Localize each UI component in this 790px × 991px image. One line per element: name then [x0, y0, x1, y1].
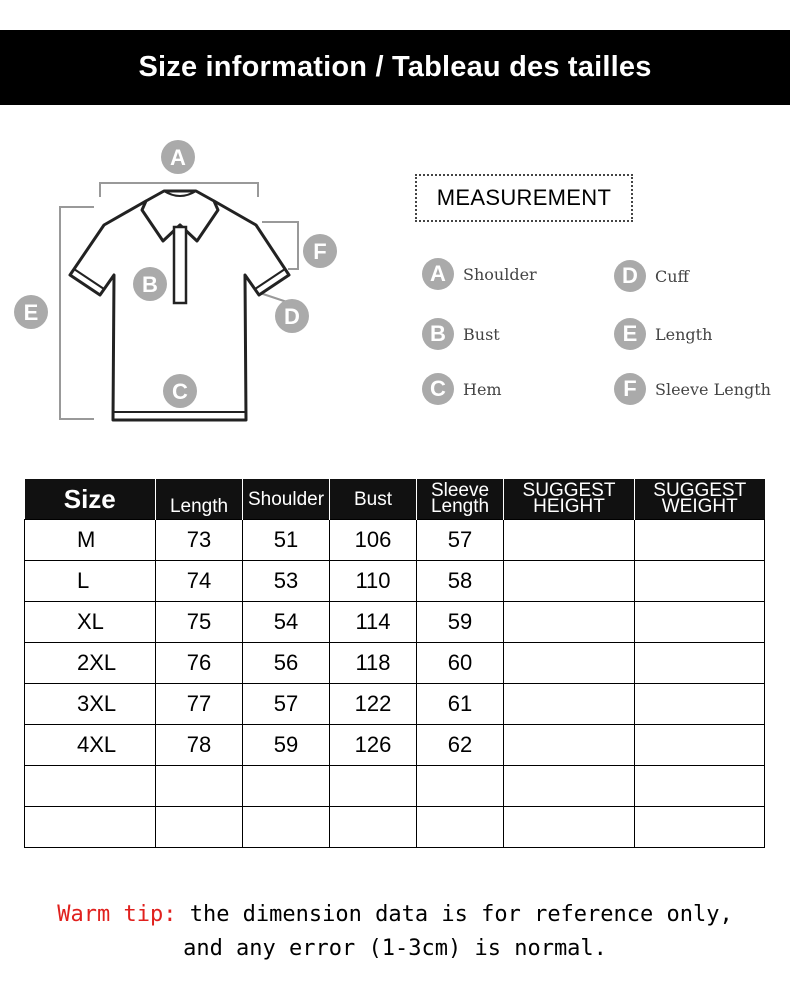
cell-size	[25, 807, 156, 848]
tip-label: Warm tip:	[57, 902, 177, 927]
cell-weight	[635, 684, 765, 725]
cell-sleeve: 61	[417, 684, 504, 725]
cell-weight	[635, 602, 765, 643]
marker-b-icon	[133, 267, 167, 301]
marker-f-icon	[303, 234, 337, 268]
svg-text:B: B	[142, 272, 158, 297]
cell-height	[504, 643, 635, 684]
header-sleeve-line1: Sleeve	[430, 480, 490, 501]
cell-size: 2XL	[25, 643, 156, 684]
svg-text:F: F	[313, 239, 327, 264]
cell-size: 4XL	[25, 725, 156, 766]
legend-label: Cuff	[655, 266, 689, 286]
header-bust: Bust	[330, 479, 417, 520]
header-weight-line1: SUGGEST	[653, 480, 747, 501]
cell-shoulder	[243, 807, 330, 848]
legend-item-shoulder	[422, 258, 537, 290]
table-row	[25, 643, 765, 684]
legend-item-hem	[422, 373, 502, 405]
size-table	[24, 479, 765, 848]
cell-height	[504, 807, 635, 848]
legend-label: Length	[655, 324, 713, 344]
table-row	[25, 725, 765, 766]
legend-item-length	[614, 318, 712, 350]
marker-e-icon	[14, 295, 48, 329]
table-header-row	[25, 479, 765, 520]
cell-shoulder: 51	[243, 520, 330, 561]
cell-weight	[635, 643, 765, 684]
cell-weight	[635, 561, 765, 602]
legend-label: Shoulder	[463, 264, 537, 284]
legend-label: Bust	[463, 324, 500, 344]
letter-e-icon: E	[614, 318, 646, 350]
cell-sleeve: 58	[417, 561, 504, 602]
header-weight-line2: WEIGHT	[661, 496, 738, 517]
cell-height	[504, 766, 635, 807]
banner-title: Size information / Tableau des tailles	[138, 51, 652, 83]
svg-text:E: E	[23, 300, 39, 325]
letter-f-icon: F	[614, 373, 646, 405]
cell-bust: 122	[330, 684, 417, 725]
measurement-heading	[415, 174, 633, 222]
cell-height	[504, 684, 635, 725]
cell-size	[25, 766, 156, 807]
table-row	[25, 766, 765, 807]
cell-length: 77	[156, 684, 243, 725]
cell-height	[504, 561, 635, 602]
cell-shoulder	[243, 766, 330, 807]
warm-tip	[0, 898, 790, 966]
measurement-legend	[422, 258, 782, 428]
cell-height	[504, 520, 635, 561]
svg-text:A: A	[170, 145, 186, 170]
cell-weight	[635, 807, 765, 848]
header-height-line2: HEIGHT	[533, 496, 605, 517]
cell-sleeve: 59	[417, 602, 504, 643]
svg-text:C: C	[172, 379, 188, 404]
cell-shoulder: 53	[243, 561, 330, 602]
legend-item-cuff	[614, 260, 689, 292]
table-row	[25, 684, 765, 725]
cell-length	[156, 807, 243, 848]
title-banner	[0, 30, 790, 105]
table-row	[25, 807, 765, 848]
cell-length: 78	[156, 725, 243, 766]
tip-text-2: and any error (1-3cm) is normal.	[183, 936, 607, 961]
header-length: Length	[156, 479, 243, 520]
measurement-title: MEASUREMENT	[436, 185, 612, 210]
cell-bust	[330, 766, 417, 807]
letter-a-icon: A	[422, 258, 454, 290]
cell-bust	[330, 807, 417, 848]
cell-length: 75	[156, 602, 243, 643]
legend-label: Sleeve Length	[655, 379, 771, 399]
cell-size: XL	[25, 602, 156, 643]
table-row	[25, 561, 765, 602]
cell-length	[156, 766, 243, 807]
cell-bust: 126	[330, 725, 417, 766]
marker-d-icon	[275, 299, 309, 333]
shirt-diagram	[0, 135, 360, 435]
letter-d-icon: D	[614, 260, 646, 292]
cell-height	[504, 602, 635, 643]
letter-c-icon: C	[422, 373, 454, 405]
header-suggest-weight	[635, 479, 765, 520]
cell-shoulder: 54	[243, 602, 330, 643]
header-sleeve-line2: Length	[430, 496, 490, 517]
cell-shoulder: 57	[243, 684, 330, 725]
cell-length: 76	[156, 643, 243, 684]
header-sleeve-length	[417, 479, 504, 520]
legend-item-bust	[422, 318, 500, 350]
cell-sleeve: 57	[417, 520, 504, 561]
cell-size: L	[25, 561, 156, 602]
cell-bust: 110	[330, 561, 417, 602]
legend-item-sleeve-length	[614, 373, 771, 405]
cell-bust: 114	[330, 602, 417, 643]
letter-b-icon: B	[422, 318, 454, 350]
legend-label: Hem	[463, 379, 502, 399]
cell-weight	[635, 725, 765, 766]
header-shoulder: Shoulder	[243, 479, 330, 520]
cell-size: M	[25, 520, 156, 561]
tip-text-1: the dimension data is for reference only,	[176, 902, 733, 927]
marker-c-icon	[163, 374, 197, 408]
header-suggest-height	[504, 479, 635, 520]
cell-weight	[635, 520, 765, 561]
cell-length: 74	[156, 561, 243, 602]
cell-weight	[635, 766, 765, 807]
table-row	[25, 602, 765, 643]
cell-sleeve	[417, 766, 504, 807]
cell-length: 73	[156, 520, 243, 561]
cell-sleeve: 62	[417, 725, 504, 766]
cell-sleeve	[417, 807, 504, 848]
header-size: Size	[25, 479, 156, 520]
header-height-line1: SUGGEST	[522, 480, 616, 501]
cell-bust: 118	[330, 643, 417, 684]
cell-shoulder: 59	[243, 725, 330, 766]
table-row	[25, 520, 765, 561]
svg-text:D: D	[284, 304, 300, 329]
cell-bust: 106	[330, 520, 417, 561]
tip-line-1	[0, 898, 790, 932]
cell-sleeve: 60	[417, 643, 504, 684]
cell-size: 3XL	[25, 684, 156, 725]
cell-shoulder: 56	[243, 643, 330, 684]
cell-height	[504, 725, 635, 766]
marker-layer	[0, 135, 360, 435]
marker-a-icon	[161, 140, 195, 174]
